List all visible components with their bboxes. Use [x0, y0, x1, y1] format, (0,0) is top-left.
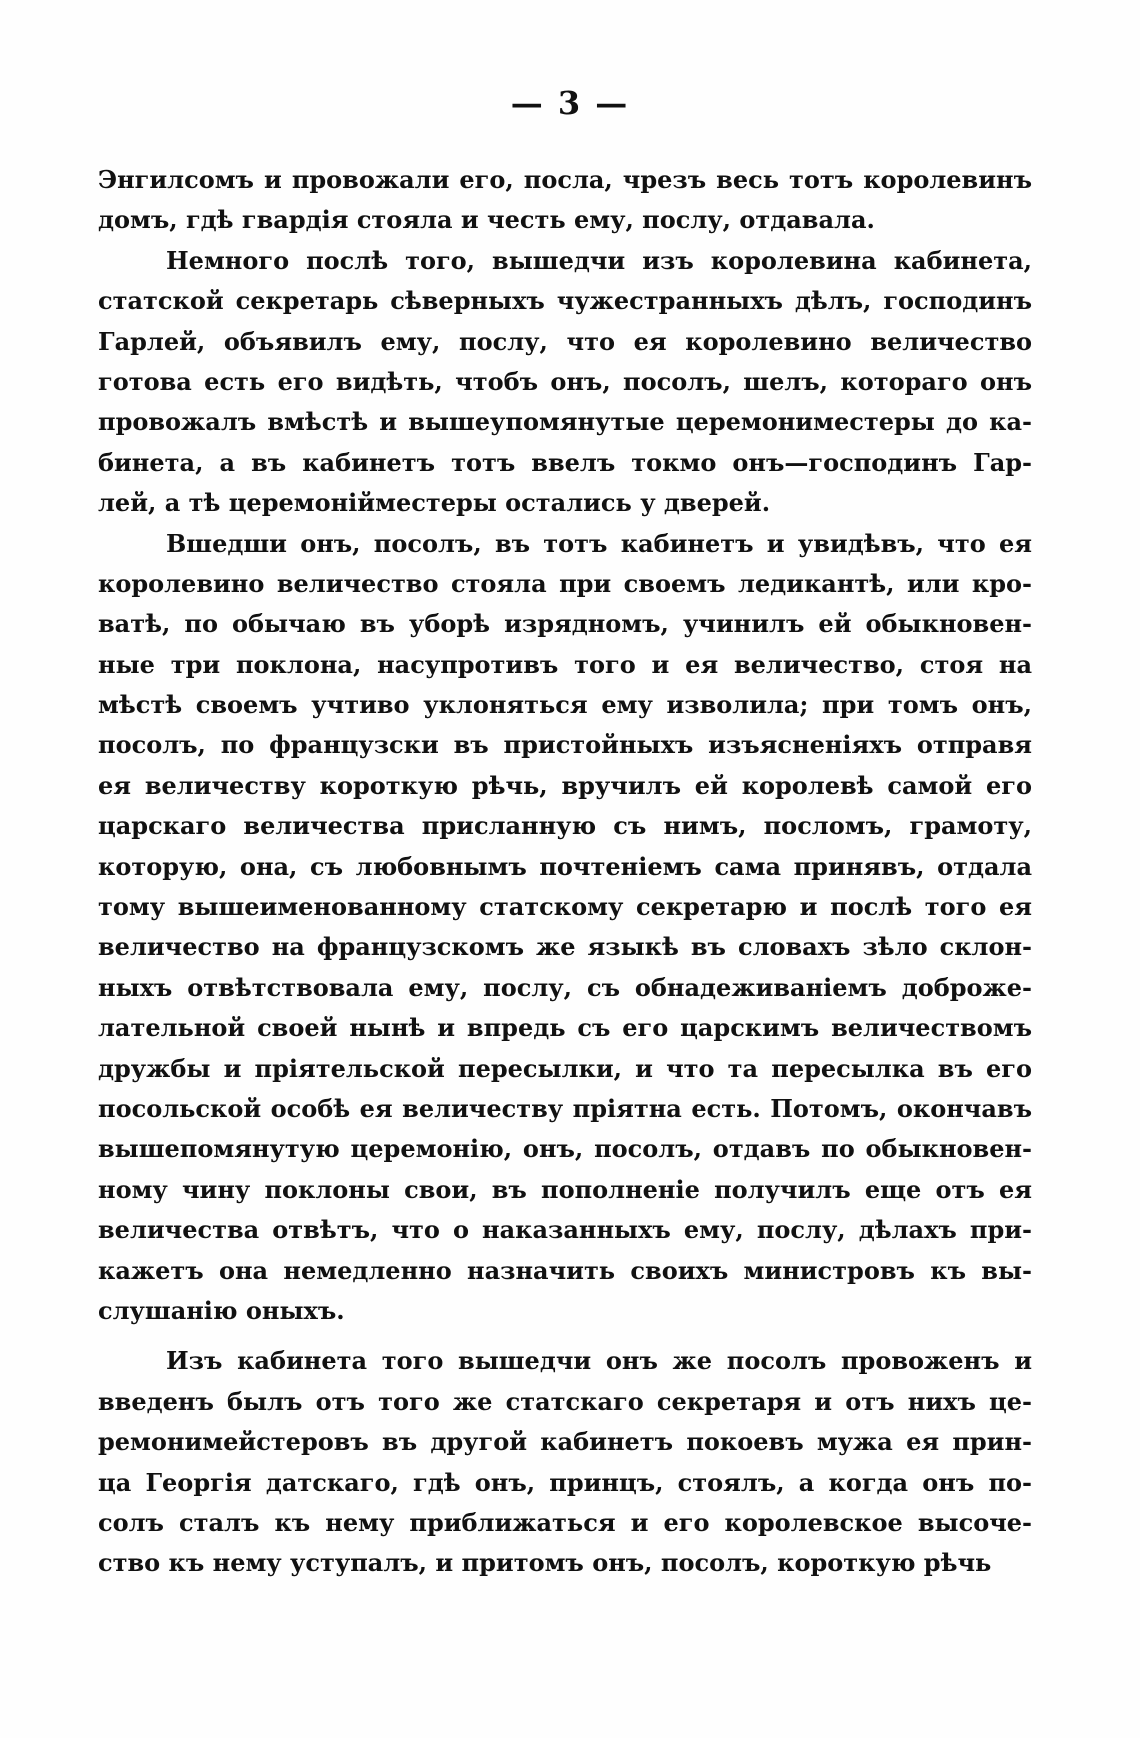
- paragraph: [98, 1331, 1032, 1583]
- text-line: домъ, гдѣ гвардія стояла и честь ему, послу, отдавала.: [98, 205, 875, 235]
- text-line: лей, а тѣ церемонійместеры остались у дверей.: [98, 488, 771, 518]
- text-line: ному чину поклоны свои, въ пополненіе получилъ еще отъ ея: [98, 1174, 1032, 1204]
- text-line: Гарлей, объявилъ ему, послу, что ея королевино величество: [98, 326, 1032, 356]
- text-line: величество на французскомъ же языкѣ въ словахъ зѣло склон-: [98, 932, 1032, 962]
- text-line: Вшедши онъ, посолъ, въ тотъ кабинетъ и увидѣвъ, что ея: [166, 528, 1032, 558]
- page-number: — 3 —: [510, 84, 630, 122]
- text-line: ея величеству короткую рѣчь, вручилъ ей королевѣ самой его: [98, 770, 1032, 800]
- text-line: Немного послѣ того, вышедчи изъ королевина кабинета,: [166, 245, 1032, 275]
- paragraph: [98, 160, 1032, 241]
- text-line: ца Георгія датскаго, гдѣ онъ, принцъ, стоялъ, а когда онъ по-: [98, 1467, 1032, 1497]
- text-line: введенъ былъ отъ того же статскаго секретаря и отъ нихъ це-: [98, 1386, 1032, 1416]
- text-line: посолъ, по французски въ пристойныхъ изъясненіяхъ отправя: [98, 730, 1032, 760]
- paragraph: [98, 524, 1032, 1332]
- text-line: слушанію оныхъ.: [98, 1295, 345, 1325]
- text-line: ные три поклона, насупротивъ того и ея величество, стоя на: [98, 649, 1032, 679]
- text-line: королевино величество стояла при своемъ ледикантѣ, или кро-: [98, 568, 1032, 598]
- text-line: посольской особѣ ея величеству пріятна есть. Потомъ, окончавъ: [98, 1093, 1032, 1123]
- text-line: бинета, а въ кабинетъ тотъ ввелъ токмо онъ—господинъ Гар-: [98, 447, 1032, 477]
- text-line: царскаго величества присланную съ нимъ, посломъ, грамоту,: [98, 811, 1032, 841]
- text-line: величества отвѣтъ, что о наказанныхъ ему, послу, дѣлахъ при-: [98, 1215, 1032, 1245]
- text-line: мѣстѣ своемъ учтиво уклоняться ему изволила; при томъ онъ,: [98, 690, 1032, 720]
- paragraph: [98, 241, 1032, 524]
- text-line: ство къ нему уступалъ, и притомъ онъ, посолъ, короткую рѣчь: [98, 1548, 992, 1578]
- text-line: статской секретарь сѣверныхъ чужестранныхъ дѣлъ, господинъ: [98, 286, 1032, 316]
- text-line: ватѣ, по обычаю въ уборѣ изрядномъ, учинилъ ей обыкновен-: [98, 609, 1032, 639]
- text-line: Изъ кабинета того вышедчи онъ же посолъ провоженъ и: [166, 1346, 1032, 1376]
- text-line: Энгилсомъ и провожали его, посла, чрезъ весь тотъ королевинъ: [98, 165, 1032, 194]
- text-line: готова есть его видѣть, чтобъ онъ, посолъ, шелъ, котораго онъ: [98, 366, 1032, 396]
- body-text: [98, 160, 1032, 1584]
- text-line: кажетъ она немедленно назначить своихъ министровъ къ вы-: [98, 1255, 1032, 1285]
- text-line: вышепомянутую церемонію, онъ, посолъ, отдавъ по обыкновен-: [98, 1134, 1032, 1164]
- text-line: ныхъ отвѣтствовала ему, послу, съ обнадеживаніемъ доброже-: [98, 972, 1032, 1002]
- text-line: провожалъ вмѣстѣ и вышеупомянутые церемониместеры до ка-: [98, 407, 1032, 437]
- text-line: лательной своей нынѣ и впредь съ его царскимъ величествомъ: [98, 1013, 1032, 1043]
- text-line: солъ сталъ къ нему приближаться и его королевское высоче-: [98, 1507, 1032, 1537]
- text-line: ремонимейстеровъ въ другой кабинетъ покоевъ мужа ея прин-: [98, 1427, 1032, 1457]
- text-line: которую, она, съ любовнымъ почтеніемъ сама принявъ, отдала: [98, 851, 1032, 881]
- text-line: тому вышеименованному статскому секретарю и послѣ того ея: [98, 892, 1032, 922]
- text-line: дружбы и пріятельской пересылки, и что та пересылка въ его: [98, 1053, 1032, 1083]
